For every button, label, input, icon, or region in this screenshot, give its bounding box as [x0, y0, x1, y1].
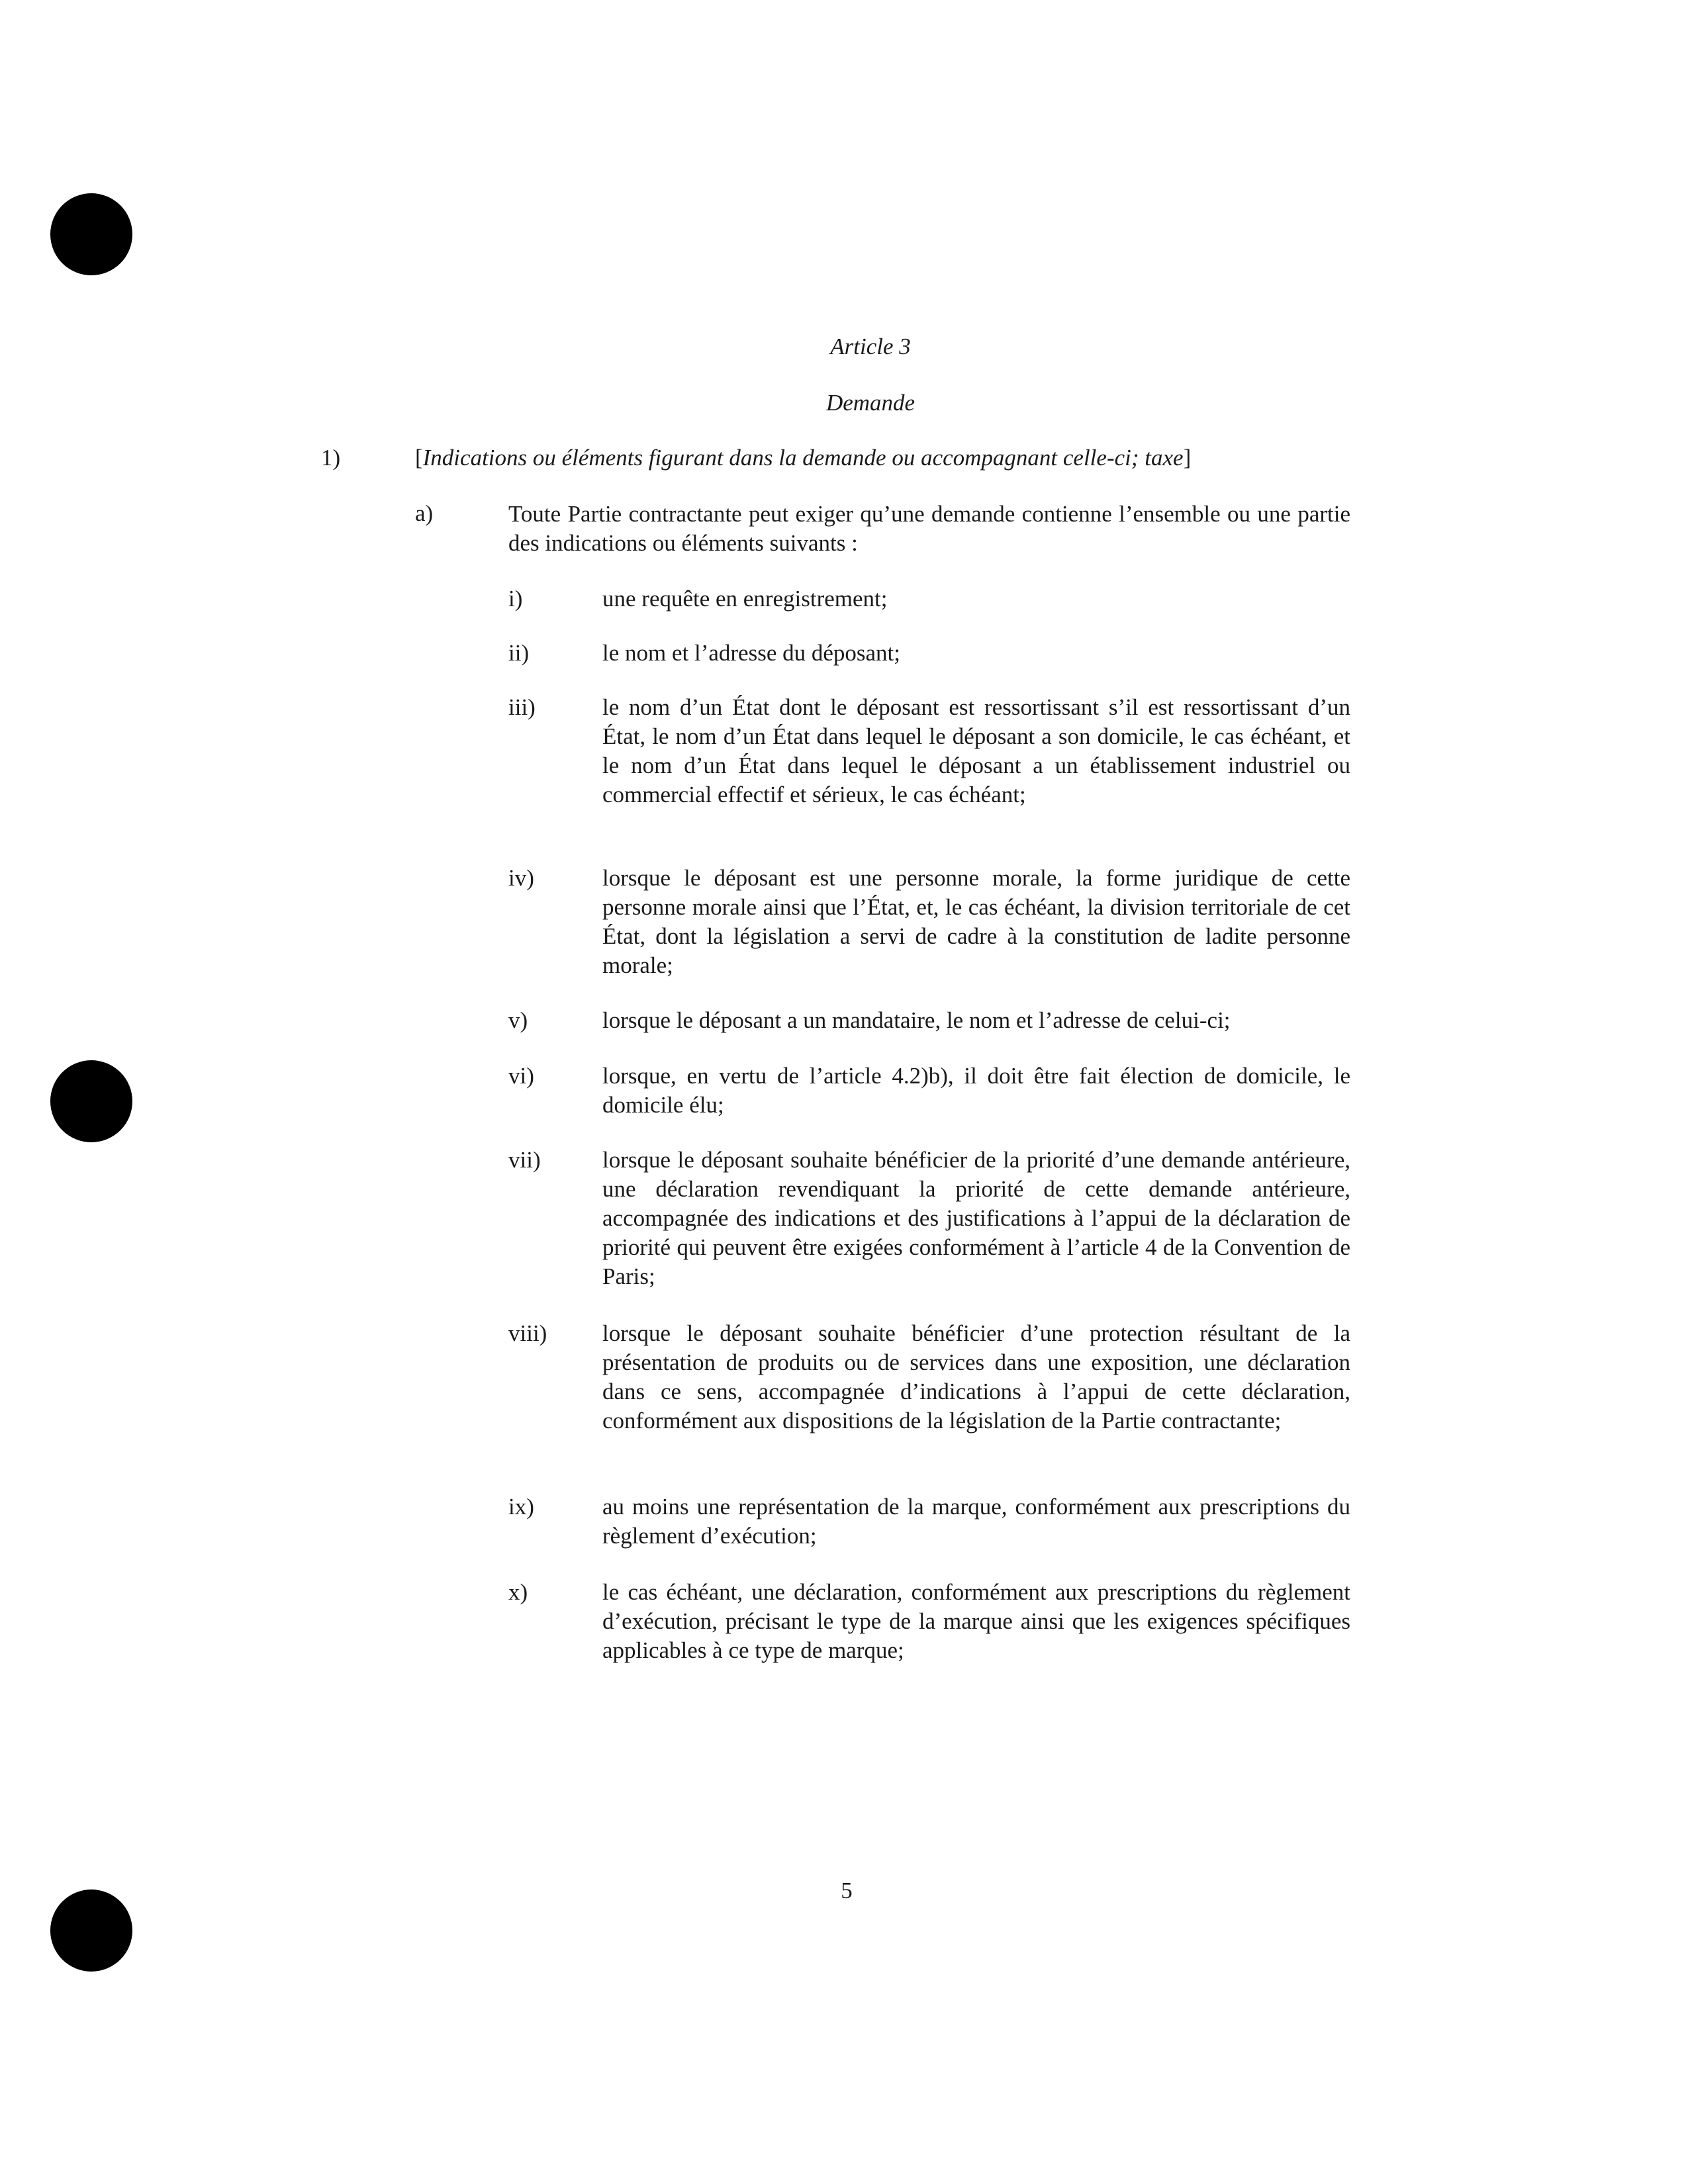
bracket-close: ]	[1183, 445, 1192, 471]
item-label: v)	[508, 1007, 528, 1033]
item-label: ix)	[508, 1494, 534, 1520]
item-label: vi)	[508, 1063, 534, 1089]
item-label: i)	[508, 586, 523, 612]
item-text: le cas échéant, une déclaration, conformément aux prescriptions du règlement d’exécution, précisant le type de la marque ainsi que les exigences spécifiques applicables à ce type de marque;	[602, 1579, 1350, 1663]
punch-hole-top	[50, 193, 132, 275]
item-text: lorsque le déposant souhaite bénéficier de la priorité d’une demande antérieure, une déclaration revendiquant la priorité de cette demande antérieure, accompagnée des indications et des justifications à l’appui de la déclaration de priorité qui peuvent être exigées conformément à l’article 4 de la Convention de Paris;	[602, 1147, 1350, 1289]
paragraph-title-text: Indications ou éléments figurant dans la demande ou accompagnant celle-ci; taxe	[422, 445, 1184, 471]
item-text: lorsque le déposant a un mandataire, le nom et l’adresse de celui-ci;	[602, 1007, 1231, 1033]
item-label: iii)	[508, 694, 536, 720]
item-text: lorsque, en vertu de l’article 4.2)b), il doit être fait élection de domicile, le domicile élu;	[602, 1063, 1350, 1118]
item-text: lorsque le déposant souhaite bénéficier d’une protection résultant de la présentation de produits ou de services dans une exposition, une déclaration dans ce sens, accompagnée d’indications à l’appui de cette déclaration, conformément aux dispositions de la législation de la Partie contractante;	[602, 1320, 1350, 1433]
item-text: lorsque le déposant est une personne morale, la forme juridique de cette personne morale ainsi que l’État, et, le cas échéant, la division territoriale de cet État, dont la législation a servi de cadre à la constitution de ladite personne morale;	[602, 865, 1350, 978]
punch-hole-middle	[50, 1060, 132, 1142]
item-text: au moins une représentation de la marque, conformément aux prescriptions du règlement d’exécution;	[602, 1494, 1350, 1549]
item-text: le nom et l’adresse du déposant;	[602, 640, 901, 666]
item-label: viii)	[508, 1320, 547, 1346]
article-heading: Article 3	[830, 334, 911, 359]
item-label: x)	[508, 1579, 528, 1605]
item-text: une requête en enregistrement;	[602, 586, 888, 612]
item-label: ii)	[508, 640, 530, 666]
article-title: Demande	[825, 390, 915, 416]
bracket-open: [	[415, 445, 423, 471]
subparagraph-text: Toute Partie contractante peut exiger qu’une demande contienne l’ensemble ou une partie des indications ou éléments suivants :	[508, 501, 1350, 556]
page-number: 5	[841, 1878, 853, 1903]
item-label: vii)	[508, 1147, 541, 1173]
subparagraph-label: a)	[415, 500, 434, 526]
item-label: iv)	[508, 865, 534, 891]
item-text: le nom d’un État dont le déposant est ressortissant s’il est ressortissant d’un État, le nom d’un État dans lequel le déposant a son domicile, le cas échéant, et le nom d’un État dans lequel le déposant a un établissement industriel ou commercial effectif et sérieux, le cas échéant;	[602, 694, 1350, 807]
paragraph-title	[415, 445, 1342, 471]
paragraph-number: 1)	[321, 445, 341, 471]
